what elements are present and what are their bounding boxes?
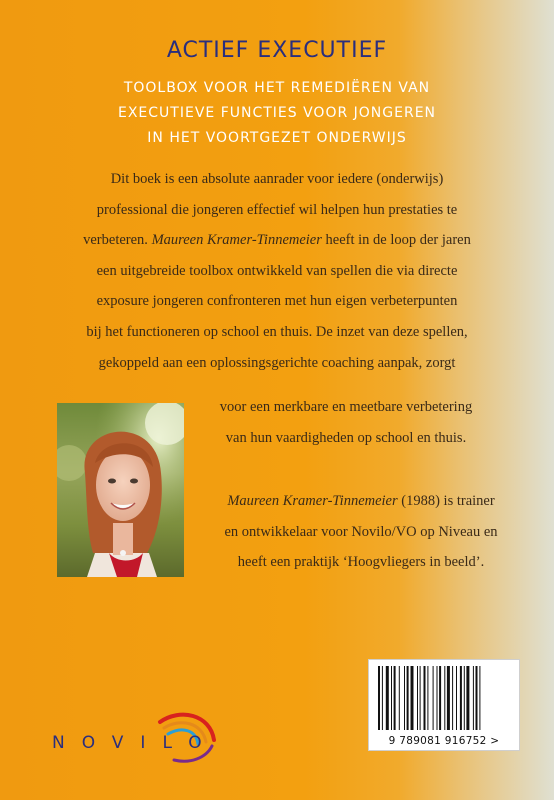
barcode-bar	[476, 666, 478, 730]
barcode-bar	[411, 666, 414, 730]
author-photo	[57, 403, 184, 577]
bio-line: en ontwikkelaar voor Novilo/VO op Niveau en	[224, 523, 498, 540]
bio-text: (1988) is trainer	[397, 493, 495, 509]
barcode-bar	[460, 666, 462, 730]
barcode-bar	[424, 666, 426, 730]
blurb-line: gekoppeld aan een oplossingsgerichte coaching aanpak, zorgt	[98, 354, 456, 371]
barcode-bar	[473, 666, 474, 730]
blurb-line	[0, 225, 554, 256]
subtitle-line: IN HET VOORTGEZET ONDERWIJS	[147, 130, 407, 146]
author-bio	[186, 486, 536, 578]
blurb-text: heeft in de loop der jaren	[321, 232, 471, 249]
blurb-line: Dit boek is een absolute aanrader voor iedere (onderwijs)	[110, 171, 444, 187]
isbn-barcode	[368, 659, 520, 751]
blurb-line: exposure jongeren confronteren met hun eigen verbeterpunten	[96, 293, 458, 310]
barcode-bar	[464, 666, 465, 730]
barcode-bar	[456, 666, 457, 730]
barcode-bar	[394, 666, 396, 730]
barcode-bar	[444, 666, 445, 730]
barcode-bar	[479, 666, 480, 730]
barcode-bar	[466, 666, 469, 730]
barcode-bar	[404, 666, 405, 730]
barcode-bar	[391, 666, 392, 730]
barcode-bar	[417, 666, 418, 730]
subtitle-line: TOOLBOX VOOR HET REMEDIËREN VAN	[123, 80, 431, 96]
author-name: Maureen Kramer-Tinnemeier	[227, 493, 398, 509]
blurb-line: professional die jongeren effectief wil helpen hun prestaties te	[96, 201, 458, 218]
author-name: Maureen Kramer-Tinnemeier	[151, 232, 322, 249]
blurb-line: bij het functioneren op school en thuis. De inzet van deze spellen,	[86, 323, 468, 340]
barcode-bar	[386, 666, 389, 730]
blurb-text: verbeteren.	[83, 232, 152, 249]
barcode-bar	[433, 666, 434, 730]
barcode-bar	[447, 666, 450, 730]
back-cover-blurb-continued	[186, 392, 506, 453]
barcode-bar	[452, 666, 453, 730]
barcode-bar	[420, 666, 421, 730]
bio-line	[186, 486, 536, 517]
subtitle-line: EXECUTIEVE FUNCTIES VOOR JONGEREN	[117, 105, 437, 121]
publisher-logo-text: NOVILO	[52, 733, 219, 753]
barcode-bar	[399, 666, 400, 730]
blurb-line: van hun vaardigheden op school en thuis.	[225, 429, 467, 446]
barcode-bar	[427, 666, 428, 730]
book-title: ACTIEF EXECUTIEF	[166, 38, 388, 63]
barcode-bar	[382, 666, 383, 730]
bio-line: heeft een praktijk ‘Hoogvliegers in beeld’.	[237, 554, 485, 570]
blurb-line: voor een merkbare en meetbare verbetering	[219, 399, 473, 415]
isbn-number: 9 789081 916752 >	[388, 735, 500, 747]
blurb-line: een uitgebreide toolbox ontwikkeld van spellen die via directe	[96, 262, 458, 279]
barcode-bar	[437, 666, 438, 730]
barcode-bar	[407, 666, 409, 730]
barcode-bars	[376, 666, 512, 734]
book-subtitle	[0, 76, 554, 151]
barcode-bar	[439, 666, 441, 730]
back-cover-blurb	[0, 164, 554, 378]
barcode-bar	[378, 666, 380, 730]
